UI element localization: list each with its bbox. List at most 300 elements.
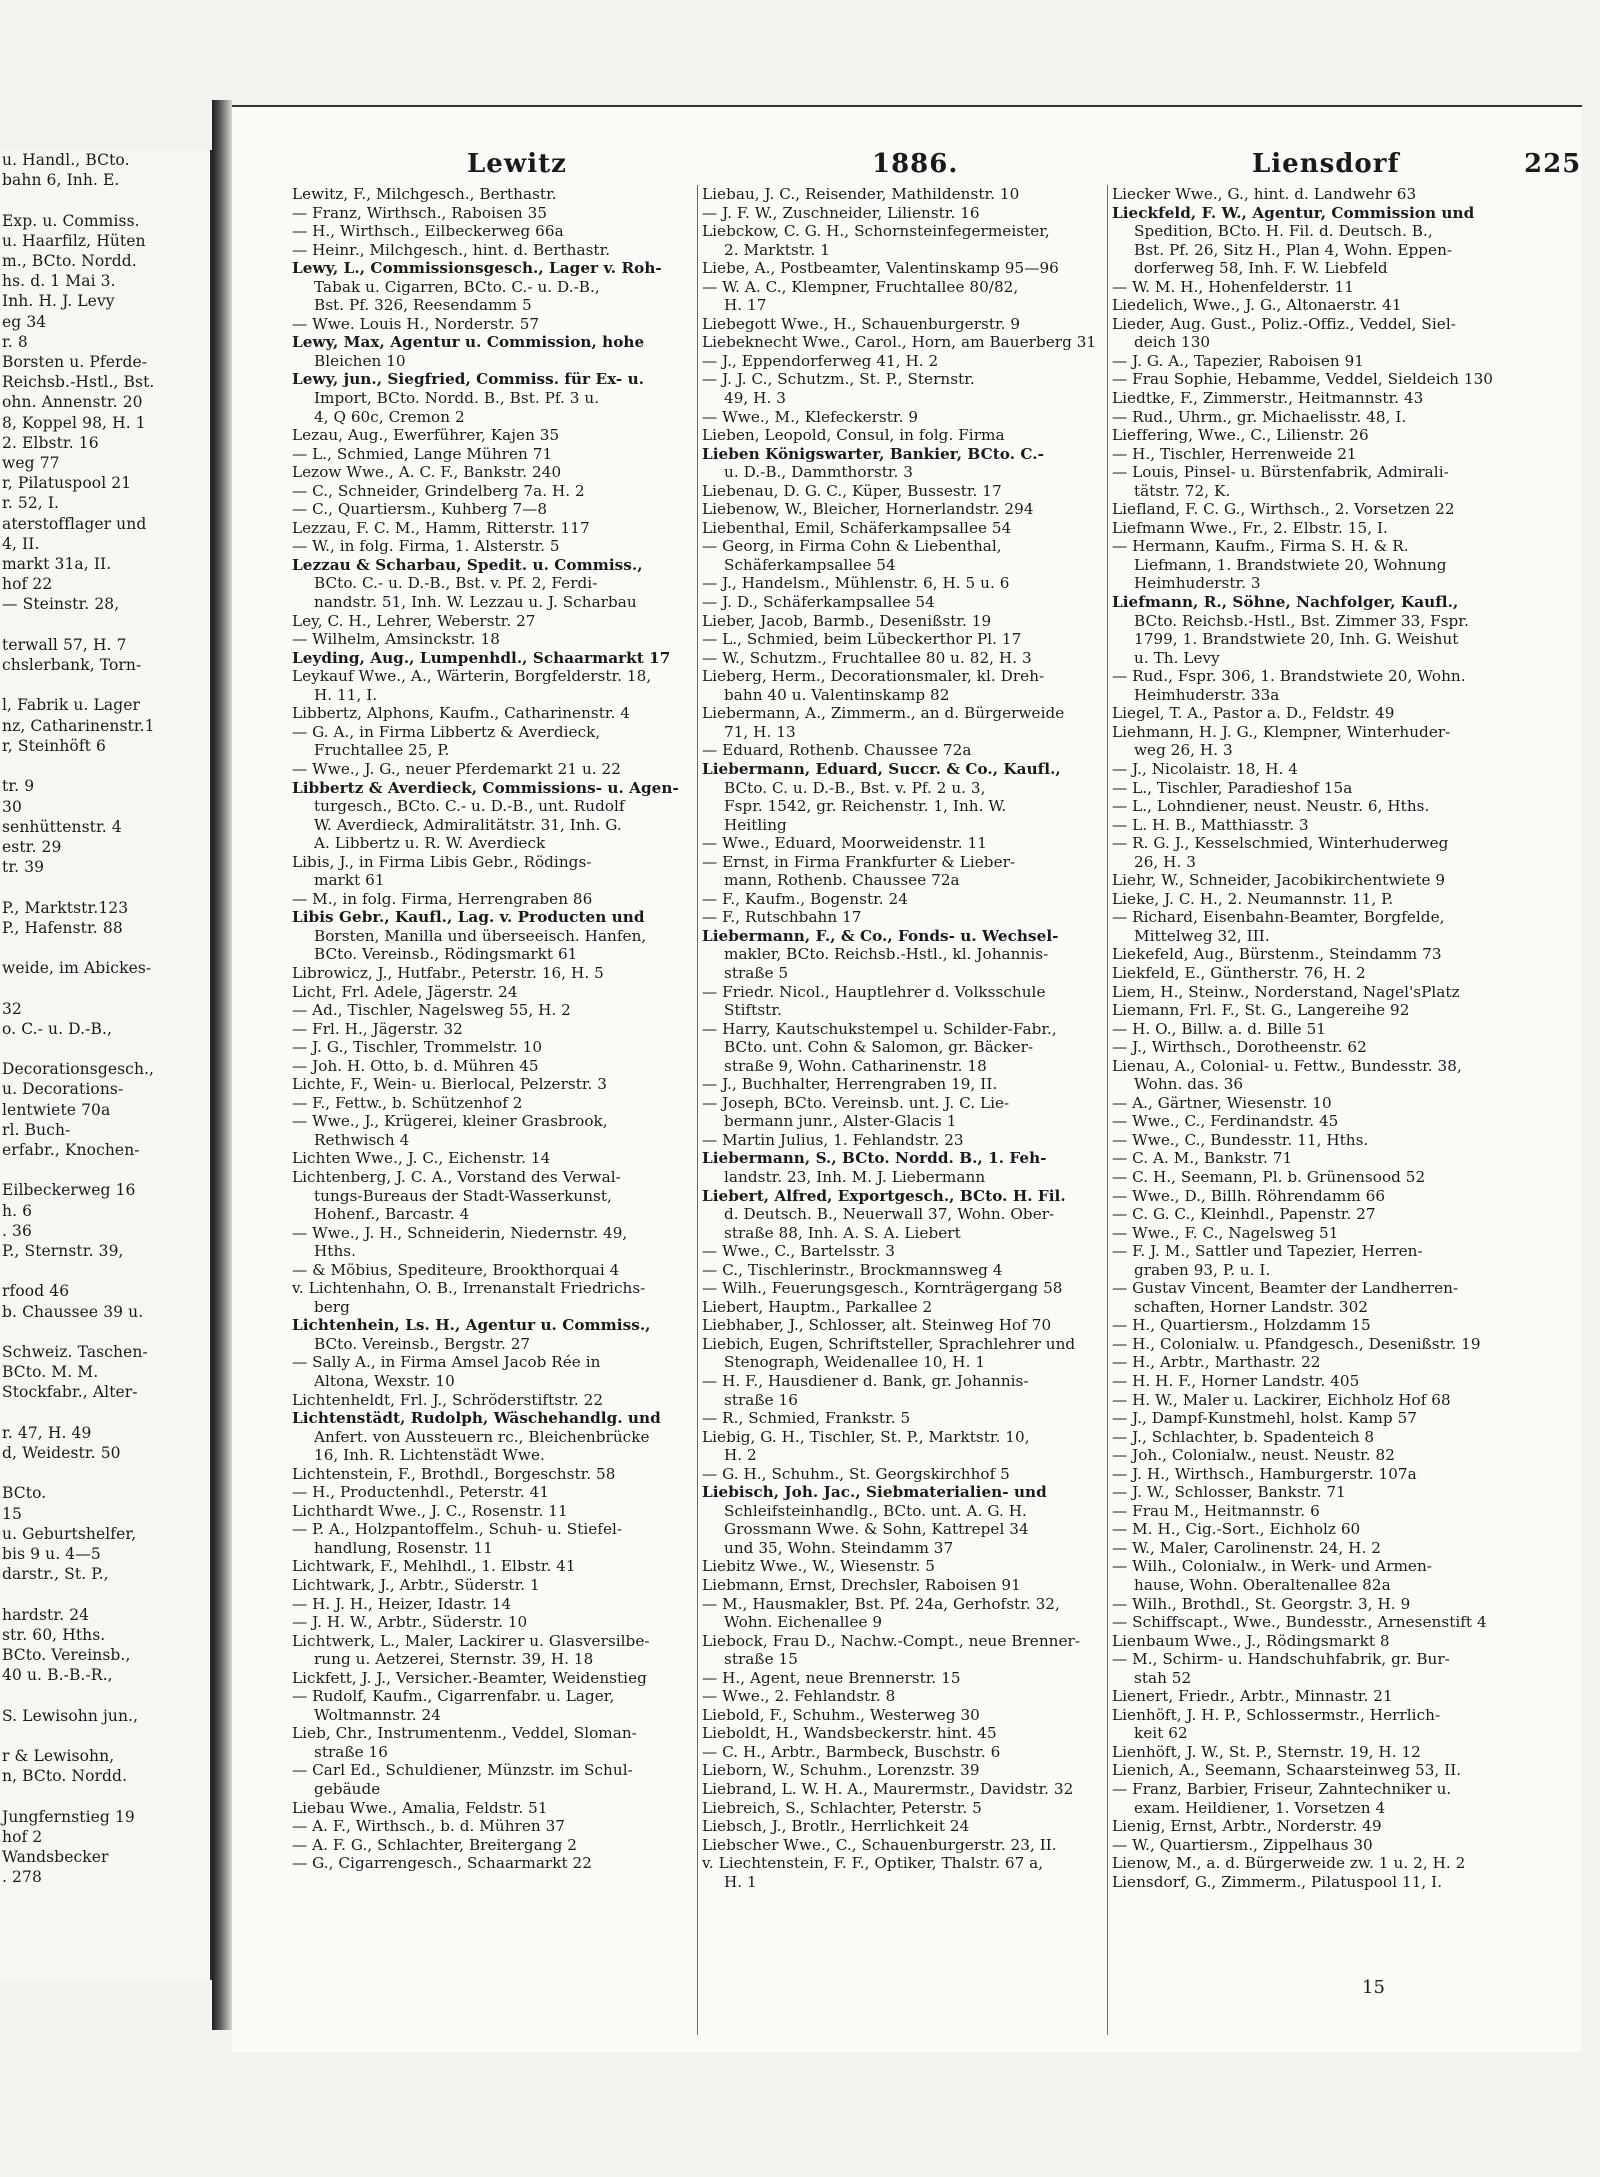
directory-entry-line: Altona, Wexstr. 10 (314, 1372, 455, 1390)
directory-entry-line: Anfert. von Aussteuern rc., Bleichenbrücke (314, 1427, 650, 1446)
directory-entry-line: — Wwe., 2. Fehlandstr. 8 (702, 1687, 896, 1706)
directory-entry-line: Liebreich, S., Schlachter, Peterstr. 5 (702, 1798, 982, 1817)
left-page-line: Borsten u. Pferde- (2, 353, 148, 372)
left-page-line: ohn. Annenstr. 20 (2, 393, 143, 412)
directory-entry-line: — Wwe., C., Bundesstr. 11, Hths. (1112, 1130, 1369, 1149)
directory-entry-line: — H., Arbtr., Marthastr. 22 (1112, 1353, 1321, 1372)
directory-entry-line: Ley, C. H., Lehrer, Weberstr. 27 (292, 611, 536, 630)
directory-entry-line: — Martin Julius, 1. Fehlandstr. 23 (702, 1130, 964, 1149)
directory-entry-line: Liefland, F. C. G., Wirthsch., 2. Vorsetzen 22 (1112, 500, 1455, 519)
directory-entry-line: weg 26, H. 3 (1134, 741, 1233, 760)
directory-entry-line: Liebsch, J., Brotlr., Herrlichkeit 24 (702, 1817, 970, 1836)
left-page-line: chslerbank, Torn- (2, 656, 142, 675)
directory-entry-line: turgesch., BCto. C.- u. D.-B., unt. Rudolf (314, 797, 625, 816)
directory-entry-line: BCto. Vereinsb., Rödingsmarkt 61 (314, 945, 578, 964)
directory-entry-line: Liebegott Wwe., H., Schauenburgerstr. 9 (702, 314, 1021, 333)
left-page-line: rfood 46 (2, 1282, 70, 1301)
directory-entry-line: — G. A., in Firma Libbertz & Averdieck, (292, 722, 601, 741)
left-page-line (0, 1403, 210, 1423)
directory-entry-line: — J. G. A., Tapezier, Raboisen 91 (1112, 351, 1365, 370)
directory-entry-line: Liebenthal, Emil, Schäferkampsallee 54 (702, 518, 1012, 537)
directory-entry-line: Lieb, Chr., Instrumentenm., Veddel, Sloman- (292, 1724, 637, 1743)
directory-entry-line: — J. F. W., Zuschneider, Lilienstr. 16 (702, 203, 980, 222)
directory-entry-line: — Hermann, Kaufm., Firma S. H. & R. (1112, 537, 1409, 556)
directory-entry-line: — L., Tischler, Paradieshof 15a (1112, 778, 1353, 797)
directory-entry-line: — Eduard, Rothenb. Chaussee 72a (702, 741, 972, 760)
left-page-line: terwall 57, H. 7 (2, 635, 127, 654)
directory-entry-line: BCto. Reichsb.-Hstl., Bst. Zimmer 33, Fspr. (1134, 611, 1469, 630)
directory-entry-line: H. 17 (724, 296, 767, 315)
directory-entry-line: Lieben Königswarter, Bankier, BCto. C.- (702, 444, 1044, 463)
left-page-line: BCto. Vereinsb., (2, 1646, 131, 1665)
directory-entry-line: — H., Quartiersm., Holzdamm 15 (1112, 1316, 1371, 1335)
directory-entry-line: tungs-Bureaus der Stadt-Wasserkunst, (314, 1186, 612, 1205)
left-page-line: lentwiete 70a (2, 1100, 111, 1119)
left-page-line: u. Geburtshelfer, (2, 1524, 137, 1543)
directory-entry-line: — Frau Sophie, Hebamme, Veddel, Sieldeich 130 (1112, 370, 1494, 389)
directory-entry-line: Liedtke, F., Zimmerstr., Heitmannstr. 43 (1112, 389, 1424, 408)
directory-entry-line: Lezow Wwe., A. C. F., Bankstr. 240 (292, 463, 562, 482)
left-page-line (0, 1584, 210, 1604)
left-page-line (0, 1261, 210, 1281)
directory-entry-line: — L., Lohndiener, neust. Neustr. 6, Hths. (1112, 797, 1430, 816)
directory-entry-line: Lieber, Jacob, Barmb., Desenißstr. 19 (702, 611, 992, 630)
directory-entry-line: — Franz, Barbier, Friseur, Zahntechniker u. (1112, 1780, 1452, 1799)
left-page-line: Jungfernstieg 19 (2, 1807, 135, 1826)
left-page-line: r & Lewisohn, (2, 1747, 115, 1766)
signature-mark: 15 (1362, 1977, 1385, 1998)
column-divider (697, 185, 698, 2035)
directory-entry-line: — Wwe., C., Bartelsstr. 3 (702, 1242, 895, 1261)
directory-entry-line: tätstr. 72, K. (1134, 481, 1231, 500)
directory-entry-line: — M., Hausmakler, Bst. Pf. 24a, Gerhofstr. 32, (702, 1594, 1060, 1613)
directory-entry-line: — M. H., Cig.-Sort., Eichholz 60 (1112, 1520, 1361, 1539)
directory-entry-line: Import, BCto. Nordd. B., Bst. Pf. 3 u. (314, 389, 600, 408)
book-gutter (212, 100, 232, 2030)
left-page-line: r. 52, I. (2, 494, 60, 513)
directory-entry-line: Liebe, A., Postbeamter, Valentinskamp 95—96 (702, 259, 1059, 278)
directory-entry-line: Lienig, Ernst, Arbtr., Norderstr. 49 (1112, 1817, 1382, 1836)
directory-entry-line: Liebckow, C. G. H., Schornsteinfegermeister, (702, 222, 1050, 241)
directory-entry-line: — Joh. H. Otto, b. d. Mühren 45 (292, 1056, 539, 1075)
header-year: 1886. (872, 149, 959, 179)
directory-entry-line: — C. H., Arbtr., Barmbeck, Buschstr. 6 (702, 1742, 1001, 1761)
left-page-line (0, 1685, 210, 1705)
left-page-line: rl. Buch- (2, 1120, 71, 1139)
directory-entry-line: — A. F., Wirthsch., b. d. Mühren 37 (292, 1817, 566, 1836)
left-page-line: bis 9 u. 4—5 (2, 1545, 101, 1564)
directory-entry-line: Stiftstr. (724, 1001, 782, 1020)
directory-entry-line: Lieboldt, H., Wandsbeckerstr. hint. 45 (702, 1724, 997, 1743)
directory-entry-line: Liebmann, Ernst, Drechsler, Raboisen 91 (702, 1576, 1021, 1595)
directory-entry-line: — Frau M., Heitmannstr. 6 (1112, 1501, 1320, 1520)
directory-entry-line: schaften, Horner Landstr. 302 (1134, 1297, 1369, 1316)
directory-entry-line: 16, Inh. R. Lichtenstädt Wwe. (314, 1446, 545, 1465)
directory-entry-line: — L., Schmied, Lange Mühren 71 (292, 444, 553, 463)
directory-entry-line: Liebig, G. H., Tischler, St. P., Marktstr. 10, (702, 1427, 1030, 1446)
directory-entry-line: Mittelweg 32, III. (1134, 926, 1270, 945)
left-page-line: nz, Catharinenstr.1 (2, 716, 155, 735)
left-page-line: P., Marktstr.123 (2, 898, 129, 917)
directory-entry-line: — J. W., Schlosser, Bankstr. 71 (1112, 1483, 1346, 1502)
directory-entry-line: H. 2 (724, 1446, 757, 1465)
directory-entry-line: Liebermann, A., Zimmerm., an d. Bürgerweide (702, 704, 1065, 723)
directory-entry-line: keit 62 (1134, 1724, 1188, 1743)
directory-entry-line: Schäferkampsallee 54 (724, 555, 896, 574)
directory-entry-line: Lewy, L., Commissionsgesch., Lager v. Roh- (292, 259, 662, 278)
directory-entry-line: — J. H. W., Arbtr., Süderstr. 10 (292, 1613, 528, 1632)
directory-entry-line: gebäude (314, 1780, 381, 1799)
left-page-line: u. Handl., BCto. (2, 151, 130, 169)
directory-entry-line: Lieberg, Herm., Decorationsmaler, kl. Dreh- (702, 667, 1045, 686)
directory-entry-line: Lienau, A., Colonial- u. Fettw., Bundesstr. 38, (1112, 1056, 1462, 1075)
directory-entry-line: Liensdorf, G., Zimmerm., Pilatuspool 11, I. (1112, 1872, 1443, 1891)
directory-entry-line: BCto. C.- u. D.-B., Bst. v. Pf. 2, Ferdi- (314, 574, 598, 593)
left-page-line: tr. 9 (2, 777, 35, 796)
directory-entry-line: u. D.-B., Dammthorstr. 3 (724, 463, 914, 482)
directory-entry-line: Liebert, Alfred, Exportgesch., BCto. H. Fil. (702, 1186, 1066, 1205)
directory-entry-line: Lienhöft, J. W., St. P., Sternstr. 19, H. 12 (1112, 1742, 1421, 1761)
directory-entry-line: Lichtwark, J., Arbtr., Süderstr. 1 (292, 1576, 540, 1595)
directory-entry-line: makler, BCto. Reichsb.-Hstl., kl. Johannis- (724, 945, 1049, 964)
directory-entry-line: Tabak u. Cigarren, BCto. C.- u. D.-B., (314, 277, 600, 296)
running-header (232, 149, 1582, 185)
directory-entry-line: Liebich, Eugen, Schriftsteller, Sprachlehrer und (702, 1334, 1076, 1353)
directory-entry-line: — H. W., Maler u. Lackirer, Eichholz Hof 68 (1112, 1390, 1451, 1409)
header-last-name: Liensdorf (1252, 149, 1400, 179)
directory-entry-line: straße 16 (314, 1742, 388, 1761)
directory-entry-line: straße 5 (724, 963, 789, 982)
directory-entry-line: Lichtwerk, L., Maler, Lackirer u. Glasversilbe- (292, 1631, 650, 1650)
directory-entry-line: Liehmann, H. J. G., Klempner, Winterhuder- (1112, 722, 1451, 741)
directory-entry-line: Liebhaber, J., Schlosser, alt. Steinweg Hof 70 (702, 1316, 1052, 1335)
directory-entry-line: Fruchtallee 25, P. (314, 741, 450, 760)
directory-entry-line: Woltmannstr. 24 (314, 1705, 441, 1724)
directory-entry-line: Lezzau, F. C. M., Hamm, Ritterstr. 117 (292, 518, 590, 537)
directory-entry-line: — H. H. F., Horner Landstr. 405 (1112, 1372, 1360, 1390)
left-page-line (0, 1786, 210, 1806)
directory-entry-line: mann, Rothenb. Chaussee 72a (724, 871, 960, 890)
directory-entry-line: — J. G., Tischler, Trommelstr. 10 (292, 1038, 543, 1057)
left-page-line: r. 47, H. 49 (2, 1423, 92, 1442)
left-page-line: u. Decorations- (2, 1080, 124, 1099)
directory-entry-line: Borsten, Manilla und überseeisch. Hanfen, (314, 926, 647, 945)
directory-entry-line: Wohn. Eichenallee 9 (724, 1613, 883, 1632)
directory-entry-line: — H. J. H., Heizer, Idastr. 14 (292, 1594, 512, 1613)
directory-entry-line: Lewitz, F., Milchgesch., Berthastr. (292, 185, 557, 203)
left-page-line: S. Lewisohn jun., (2, 1706, 139, 1725)
directory-entry-line: — P. A., Holzpantoffelm., Schuh- u. Stiefel- (292, 1520, 623, 1539)
directory-entry-line: Lieckfeld, F. W., Agentur, Commission und (1112, 203, 1475, 222)
directory-entry-line: Liebenau, D. G. C., Küper, Bussestr. 17 (702, 481, 1002, 500)
directory-entry-line: — Wwe., Eduard, Moorweidenstr. 11 (702, 834, 987, 853)
directory-entry-line: — R., Schmied, Frankstr. 5 (702, 1409, 911, 1428)
left-page-line: 4, II. (2, 534, 40, 553)
directory-entry-line: Liekfeld, E., Güntherstr. 76, H. 2 (1112, 963, 1366, 982)
directory-entry-line: berg (314, 1297, 350, 1316)
directory-entry-line: — Wwe., J. H., Schneiderin, Niedernstr. 49, (292, 1223, 628, 1242)
left-page-line: aterstofflager und (2, 514, 147, 533)
left-page-line: markt 31a, II. (2, 555, 112, 574)
directory-entry-line: Liebscher Wwe., C., Schauenburgerstr. 23, II. (702, 1835, 1057, 1854)
directory-entry-line: — Ad., Tischler, Nagelsweg 55, H. 2 (292, 1001, 571, 1020)
directory-entry-line: — J. D., Schäferkampsallee 54 (702, 593, 935, 612)
directory-entry-line: Lickfett, J. J., Versicher.-Beamter, Weidenstieg (292, 1668, 647, 1687)
left-page-line (0, 938, 210, 958)
directory-entry-line: Licht, Frl. Adele, Jägerstr. 24 (292, 982, 518, 1001)
directory-entry-line: bahn 40 u. Valentinskamp 82 (724, 685, 950, 704)
directory-entry-line: stah 52 (1134, 1668, 1192, 1687)
directory-entry-line: 1799, 1. Brandstwiete 20, Inh. G. Weishut (1134, 630, 1459, 649)
left-page-line (0, 615, 210, 635)
left-page-line: Exp. u. Commiss. (2, 211, 140, 230)
directory-entry-line: Liebermann, F., & Co., Fonds- u. Wechsel- (702, 926, 1059, 945)
left-page-line (0, 1322, 210, 1342)
directory-entry-line: Heitling (724, 815, 787, 834)
directory-entry-line: Lichtwark, F., Mehlhdl., 1. Elbstr. 41 (292, 1557, 576, 1576)
left-page-line: bahn 6, Inh. E. (2, 171, 120, 190)
directory-entry-line: Lieben, Leopold, Consul, in folg. Firma (702, 426, 1005, 445)
directory-entry-line: Liebrand, L. W. H. A., Maurermstr., Davidstr. 32 (702, 1780, 1074, 1799)
directory-entry-line: — M., in folg. Firma, Herrengraben 86 (292, 889, 593, 908)
left-page-line: P., Sternstr. 39, (2, 1241, 124, 1260)
directory-entry-line: — W., in folg. Firma, 1. Alsterstr. 5 (292, 537, 560, 556)
left-page-fragment (0, 150, 212, 1980)
directory-entry-line: Lezzau & Scharbau, Spedit. u. Commiss., (292, 555, 643, 574)
directory-entry-line: Liebermann, Eduard, Succr. & Co., Kaufl., (702, 759, 1061, 778)
directory-entry-line: — Sally A., in Firma Amsel Jacob Rée in (292, 1353, 601, 1372)
directory-entry-line: — H., Wirthsch., Eilbeckerweg 66a (292, 222, 564, 241)
directory-entry-line: — C. G. C., Kleinhdl., Papenstr. 27 (1112, 1205, 1376, 1224)
left-page-line: weide, im Abickes- (2, 959, 152, 978)
directory-entry-line: Lienert, Friedr., Arbtr., Minnastr. 21 (1112, 1687, 1393, 1706)
left-page-line: r, Pilatuspool 21 (2, 474, 132, 493)
left-page-line: r. 8 (2, 332, 28, 351)
left-page-line: l, Fabrik u. Lager (2, 696, 141, 715)
directory-entry-line: 2. Marktstr. 1 (724, 240, 830, 259)
header-first-name: Lewitz (467, 149, 567, 179)
directory-entry-line: — H. F., Hausdiener d. Bank, gr. Johannis- (702, 1372, 1029, 1390)
directory-entry-line: — Rudolf, Kaufm., Cigarrenfabr. u. Lager, (292, 1687, 615, 1706)
directory-entry-line: Heimhuderstr. 33a (1134, 685, 1280, 704)
directory-entry-line: — L. H. B., Matthiasstr. 3 (1112, 815, 1309, 834)
directory-entry-line: Lieffering, Wwe., C., Lilienstr. 26 (1112, 426, 1369, 445)
directory-entry-line: — A. F. G., Schlachter, Breitergang 2 (292, 1835, 578, 1854)
left-page-line: P., Hafenstr. 88 (2, 918, 123, 937)
directory-entry-line: Lienhöft, J. H. P., Schlossermstr., Herrlich- (1112, 1705, 1441, 1724)
left-page-line: r, Steinhöft 6 (2, 736, 106, 755)
directory-entry-line: deich 130 (1134, 333, 1211, 352)
left-page-line: 32 (2, 999, 22, 1018)
directory-entry-line: Liefmann, 1. Brandstwiete 20, Wohnung (1134, 555, 1447, 574)
left-page-line: erfabr., Knochen- (2, 1140, 140, 1159)
directory-entry-line: Liebau, J. C., Reisender, Mathildenstr. 10 (702, 185, 1020, 203)
directory-entry-line: — F. J. M., Sattler und Tapezier, Herren- (1112, 1242, 1423, 1261)
directory-entry-line: nandstr. 51, Inh. W. Lezzau u. J. Scharbau (314, 593, 637, 612)
directory-entry-line: handlung, Rosenstr. 11 (314, 1538, 493, 1557)
left-page-line: u. Haarfilz, Hüten (2, 231, 146, 250)
directory-entry-line: BCto. Vereinsb., Bergstr. 27 (314, 1334, 531, 1353)
left-page-line: senhüttenstr. 4 (2, 817, 122, 836)
directory-entry-line: Heimhuderstr. 3 (1134, 574, 1261, 593)
left-page-line (0, 877, 210, 897)
directory-entry-line: Lieke, J. C. H., 2. Neumannstr. 11, P. (1112, 889, 1394, 908)
left-page-line (0, 978, 210, 998)
directory-entry-line: — C., Tischlerinstr., Brockmannsweg 4 (702, 1260, 1003, 1279)
directory-entry-line: — Ernst, in Firma Frankfurter & Lieber- (702, 852, 1016, 871)
directory-entry-line: dorferweg 58, Inh. F. W. Liebfeld (1134, 259, 1388, 278)
left-page-line: hardstr. 24 (2, 1605, 90, 1624)
directory-entry-line: Leykauf Wwe., A., Wärterin, Borgfelderstr. 18, (292, 667, 652, 686)
left-page-line: weg 77 (2, 454, 60, 473)
left-page-line: tr. 39 (2, 858, 45, 877)
directory-entry-line: — A., Gärtner, Wiesenstr. 10 (1112, 1093, 1332, 1112)
column-divider (1107, 185, 1108, 2035)
directory-entry-line: Stenograph, Weidenallee 10, H. 1 (724, 1353, 986, 1372)
directory-entry-line: — C., Quartiersm., Kuhberg 7—8 (292, 500, 548, 519)
directory-entry-line: Rethwisch 4 (314, 1130, 410, 1149)
directory-entry-line: H. 11, I. (314, 685, 378, 704)
directory-entry-line: — Joh., Colonialw., neust. Neustr. 82 (1112, 1446, 1395, 1465)
directory-entry-line: Liecker Wwe., G., hint. d. Landwehr 63 (1112, 185, 1417, 203)
directory-entry-line: — J. J. C., Schutzm., St. P., Sternstr. (702, 370, 975, 389)
directory-entry-line: Bst. Pf. 26, Sitz H., Plan 4, Wohn. Eppen- (1134, 240, 1453, 259)
directory-entry-line: Liebock, Frau D., Nachw.-Compt., neue Brenner- (702, 1631, 1081, 1650)
directory-entry-line: Liebenow, W., Bleicher, Hornerlandstr. 294 (702, 500, 1034, 519)
directory-entry-line: v. Lichtenhahn, O. B., Irrenanstalt Friedrichs- (292, 1279, 646, 1298)
directory-entry-line: Lichtenberg, J. C. A., Vorstand des Verwal- (292, 1167, 621, 1186)
directory-entry-line: BCto. unt. Cohn & Salomon, gr. Bäcker- (724, 1038, 1034, 1057)
directory-entry-line: H. 1 (724, 1872, 757, 1891)
directory-entry-line: Liebisch, Joh. Jac., Siebmaterialien- und (702, 1483, 1047, 1502)
directory-entry-line: — Friedr. Nicol., Hauptlehrer d. Volksschule (702, 982, 1046, 1001)
directory-entry-line: — Wilh., Feuerungsgesch., Kornträgergang 58 (702, 1279, 1063, 1298)
left-page-line: str. 60, Hths. (2, 1625, 106, 1644)
left-page-line: b. Chaussee 39 u. (2, 1302, 144, 1321)
directory-entry-line: rung u. Aetzerei, Sternstr. 39, H. 18 (314, 1650, 594, 1669)
directory-entry-line: — G., Cigarrengesch., Schaarmarkt 22 (292, 1854, 592, 1873)
directory-entry-line: Lewy, Max, Agentur u. Commission, hohe (292, 333, 645, 352)
directory-entry-line: Lienow, M., a. d. Bürgerweide zw. 1 u. 2, H. 2 (1112, 1854, 1466, 1873)
directory-entry-line: Wohn. das. 36 (1134, 1075, 1244, 1094)
directory-entry-line: — Wilh., Colonialw., in Werk- und Armen- (1112, 1557, 1432, 1576)
directory-entry-line: — H., Productenhdl., Peterstr. 41 (292, 1483, 550, 1502)
directory-entry-line: A. Libbertz u. R. W. Averdieck (314, 834, 546, 853)
directory-entry-line: landstr. 23, Inh. M. J. Liebermann (724, 1167, 986, 1186)
directory-entry-line: — G. H., Schuhm., St. Georgskirchhof 5 (702, 1464, 1010, 1483)
directory-entry-line: Liebold, F., Schuhm., Westerweg 30 (702, 1705, 980, 1724)
left-page-line: 30 (2, 797, 22, 816)
directory-entry-line: — F., Kaufm., Bogenstr. 24 (702, 889, 908, 908)
directory-entry-line: Lichtenheldt, Frl. J., Schröderstiftstr. 22 (292, 1390, 604, 1409)
directory-entry-line: — C. H., Seemann, Pl. b. Grünensood 52 (1112, 1167, 1426, 1186)
directory-entry-line: Liebermann, S., BCto. Nordd. B., 1. Feh- (702, 1149, 1047, 1168)
directory-entry-line: — W. M. H., Hohenfelderstr. 11 (1112, 277, 1354, 296)
directory-entry-line: Liekefeld, Aug., Bürstenm., Steindamm 73 (1112, 945, 1442, 964)
directory-entry-line: Lieborn, W., Schuhm., Lorenzstr. 39 (702, 1761, 980, 1780)
directory-entry-line: 71, H. 13 (724, 722, 796, 741)
directory-entry-line: — Heinr., Milchgesch., hint. d. Berthastr. (292, 240, 611, 259)
left-page-line: eg 34 (2, 312, 47, 331)
directory-entry-line: Liehr, W., Schneider, Jacobikirchentwiete 9 (1112, 871, 1446, 890)
directory-entry-line: Spedition, BCto. H. Fil. d. Deutsch. B., (1134, 222, 1433, 241)
directory-entry-line: Hths. (314, 1242, 357, 1261)
directory-entry-line: straße 15 (724, 1650, 798, 1669)
directory-entry-line: Liefmann Wwe., Fr., 2. Elbstr. 15, I. (1112, 518, 1388, 537)
directory-entry-line: — Franz, Wirthsch., Raboisen 35 (292, 203, 548, 222)
directory-entry-line: — J., Handelsm., Mühlenstr. 6, H. 5 u. 6 (702, 574, 1010, 593)
directory-entry-line: Liebau Wwe., Amalia, Feldstr. 51 (292, 1798, 548, 1817)
directory-entry-line: — Wwe., M., Klefeckerstr. 9 (702, 407, 919, 426)
directory-entry-line: — J., Schlachter, b. Spadenteich 8 (1112, 1427, 1375, 1446)
directory-entry-line: Hohenf., Barcastr. 4 (314, 1205, 470, 1224)
left-page-line: Reichsb.-Hstl., Bst. (2, 373, 155, 392)
directory-entry-line: — Wilh., Brothdl., St. Georgstr. 3, H. 9 (1112, 1594, 1411, 1613)
directory-entry-line: Librowicz, J., Hutfabr., Peterstr. 16, H. 5 (292, 963, 604, 982)
directory-entry-line: — H., Colonialw. u. Pfandgesch., Desenißstr. 19 (1112, 1334, 1481, 1353)
left-page-line: BCto. (2, 1484, 47, 1503)
directory-entry-line: W. Averdieck, Admiralitätstr. 31, Inh. G. (314, 815, 622, 834)
directory-entry-line: Lienich, A., Seemann, Schaarsteinweg 53, II. (1112, 1761, 1462, 1780)
left-page-line (0, 675, 210, 695)
directory-entry-line: Lichtenhein, Ls. H., Agentur u. Commiss., (292, 1316, 651, 1335)
directory-column-1 (292, 185, 692, 2045)
left-page-line: o. C.- u. D.-B., (2, 1019, 113, 1038)
directory-entry-line: — Richard, Eisenbahn-Beamter, Borgfelde, (1112, 908, 1445, 927)
directory-entry-line: — Carl Ed., Schuldiener, Münzstr. im Schul- (292, 1761, 633, 1780)
directory-entry-line: — Wwe., J., Krügerei, kleiner Grasbrook, (292, 1112, 608, 1131)
directory-entry-line: — H. O., Billw. a. d. Bille 51 (1112, 1019, 1327, 1038)
directory-entry-line: Liemann, Frl. F., St. G., Langereihe 92 (1112, 1001, 1410, 1020)
directory-entry-line: Libis Gebr., Kaufl., Lag. v. Producten und (292, 908, 645, 927)
left-page-line: m., BCto. Nordd. (2, 252, 137, 271)
left-page-line (0, 1463, 210, 1483)
left-page-line: hs. d. 1 Mai 3. (2, 272, 116, 291)
left-page-line: Decorationsgesch., (2, 1060, 155, 1079)
left-page-line: d, Weidestr. 50 (2, 1444, 121, 1462)
directory-entry-line: Liegel, T. A., Pastor a. D., Feldstr. 49 (1112, 704, 1395, 723)
directory-entry-line: straße 9, Wohn. Catharinenstr. 18 (724, 1056, 987, 1075)
directory-entry-line: — W., Maler, Carolinenstr. 24, H. 2 (1112, 1538, 1381, 1557)
directory-entry-line: — Wwe., C., Ferdinandstr. 45 (1112, 1112, 1339, 1131)
directory-entry-line: 49, H. 3 (724, 389, 786, 408)
left-page-line: Schweiz. Taschen- (2, 1342, 148, 1361)
directory-entry-line: d. Deutsch. B., Neuerwall 37, Wohn. Ober- (724, 1205, 1055, 1224)
directory-entry-line: Libis, J., in Firma Libis Gebr., Rödings- (292, 852, 592, 871)
directory-entry-line: — H., Agent, neue Brennerstr. 15 (702, 1668, 961, 1687)
directory-entry-line: — J., Buchhalter, Herrengraben 19, II. (702, 1075, 998, 1094)
directory-entry-line: — J., Dampf-Kunstmehl, holst. Kamp 57 (1112, 1409, 1417, 1428)
directory-entry-line: Libbertz & Averdieck, Commissions- u. Agen- (292, 778, 679, 797)
directory-entry-line: — J., Eppendorferweg 41, H. 2 (702, 351, 939, 370)
directory-entry-line: — L., Schmied, beim Lübeckerthor Pl. 17 (702, 630, 1022, 649)
directory-entry-line: straße 16 (724, 1390, 798, 1409)
directory-entry-line: graben 93, P. u. I. (1134, 1260, 1271, 1279)
directory-entry-line: — Rud., Fspr. 306, 1. Brandstwiete 20, Wohn. (1112, 667, 1466, 686)
left-page-line: 2. Elbstr. 16 (2, 433, 99, 452)
left-page-line: — Steinstr. 28, (2, 595, 120, 614)
directory-entry-line: — Wwe., D., Billh. Röhrendamm 66 (1112, 1186, 1386, 1205)
left-page-line: estr. 29 (2, 837, 62, 856)
directory-entry-line: — Schiffscapt., Wwe., Bundesstr., Arnesenstift 4 (1112, 1613, 1487, 1632)
directory-entry-line: Fspr. 1542, gr. Reichenstr. 1, Inh. W. (724, 797, 1007, 816)
directory-entry-line: — R. G. J., Kesselschmied, Winterhuderweg (1112, 834, 1449, 853)
directory-entry-line: v. Liechtenstein, F. F., Optiker, Thalstr. 67 a, (702, 1854, 1044, 1873)
directory-entry-line: — Georg, in Firma Cohn & Liebenthal, (702, 537, 1002, 556)
left-page-line: h. 6 (2, 1201, 33, 1220)
directory-entry-line: Schleifsteinhandlg., BCto. unt. A. G. H. (724, 1501, 1027, 1520)
left-page-line: . 36 (2, 1221, 32, 1240)
